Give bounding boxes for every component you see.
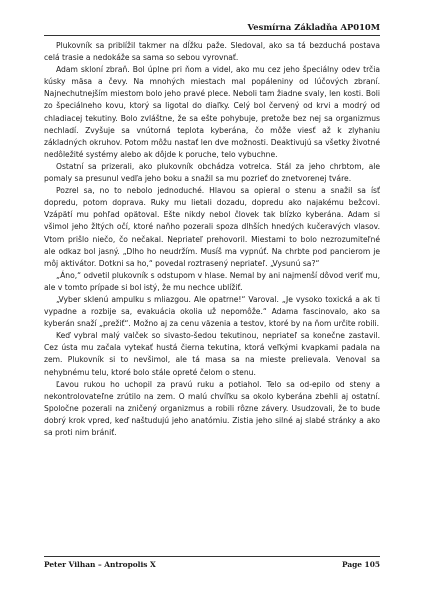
paragraph: Ostatní sa prizerali, ako plukovník obchádza votrelca. Stál za jeho chrbtom, ale pomaly sa presunul vedľa jeho boku a snažil sa mu pozrieť do znetvorenej tváre. — [44, 161, 380, 184]
paragraph: Plukovník sa priblížil takmer na dĺžku paže. Sledoval, ako sa tá bezduchá postava celá trasie a nedokáže sa sama so sebou vyrovnať. — [44, 41, 380, 63]
paragraph: Ľavou rukou ho uchopil za pravú ruku a potiahol. Telo sa od-epilo od steny a nekontrolovateľne zrútilo na zem. O malú chvíľku sa okolo kyberána zbehli aj ostatní. Spoločne pozerali na zničený organizmus a robili rôzne závery. Usudzovali, že to bude dobrý krok vpred, keď naštudujú jeho anatómiu. Zistia jeho silné aj slabé stránky a ako sa proti nim brániť. — [44, 379, 380, 437]
footer-author: Peter Vilhan – Antropolis X — [44, 560, 156, 569]
running-header — [44, 22, 380, 36]
body-text — [44, 40, 380, 439]
running-footer — [44, 556, 380, 569]
header-title: Vesmírna Základňa AP010M — [247, 22, 380, 32]
paragraph: „Áno,“ odvetil plukovník s odstupom v hlase. Nemal by ani najmenší dôvod veriť mu, ale v tomto prípade si bol istý, že mu nechce ublížiť. — [44, 270, 380, 292]
paragraph: „Vyber sklenú ampulku s mliazgou. Ale opatrne!“ Varoval. „Je vysoko toxická a ak ti vypadne a rozbije sa, evakuácia okolia už nepomôže.“ Adama fascinovalo, ako sa kyberán snaží „prežiť“. Možno aj za cenu väzenia a testov, ktoré by na ňom určite robili. — [44, 294, 380, 329]
page-number: Page 105 — [341, 560, 380, 569]
paragraph: Pozrel sa, no to nebolo jednoduché. Hlavou sa opieral o stenu a snažil sa ísť dopredu, potom doprava. Ruky mu lietali dozadu, dopredu ako najakému bežcovi. Vzápätí mu pohľad opätoval. Ešte nikdy nebol človek tak blízko kyberána. Adam si všimol jeho žltých očí, ktoré naňho pozerali spoza dlhších hnedých kučeravých vlasov. Vtom prišlo niečo, čo nečakal. Nepriateľ prehovoril. Miestami to bolo nezrozumiteľné ale odkaz bol jasný. „Dlho ho neudržím. Musíš ma vypnúť. Na chrbte pod pancierom je môj aktivátor. Dotkni sa ho,“ povedal roztrasený nepriateľ. „Vysunú sa?“ — [44, 186, 380, 268]
paragraph: Adam skloní zbraň. Bol úplne pri ňom a videl, ako mu cez jeho špeciálny odev trčia kúsky mäsa a čevy. Na mnohých miestach mal popáleniny od lúčových zbraní. Najnechutnejším miestom bolo jeho pravé plece. Neboli tam žiadne svaly, len kosti. Boli zo špeciálneho kovu, ktorý sa ligotal do diaľky. Celý bol červený od krvi a modrý od chladiacej tekutiny. Bolo zvláštne, že sa ešte pohybuje, pretože bez nej sa organizmus nechladí. Zvyšuje sa vnútorná teplota kyberána, čo môže viesť až k zlyhaniu základných okruhov. Potom môžu nastať len dve možnosti. Deaktivujú sa všetky životné nedôležité systémy alebo ak dôjde k poruche, telo vybuchne. — [44, 65, 380, 159]
paragraph: Keď vybral malý valček so sivasto-šedou tekutinou, nepriateľ sa konečne zastavil. Cez ústa mu začala vytekať hustá čierna tekutina, ktorá veľkými kvapkami padala na zem. Plukovník si to nevšimol, ale tá masa sa na mieste prelievala. Venoval sa nehybnému telu, ktoré bolo stále opreté čelom o stenu. — [44, 331, 380, 377]
